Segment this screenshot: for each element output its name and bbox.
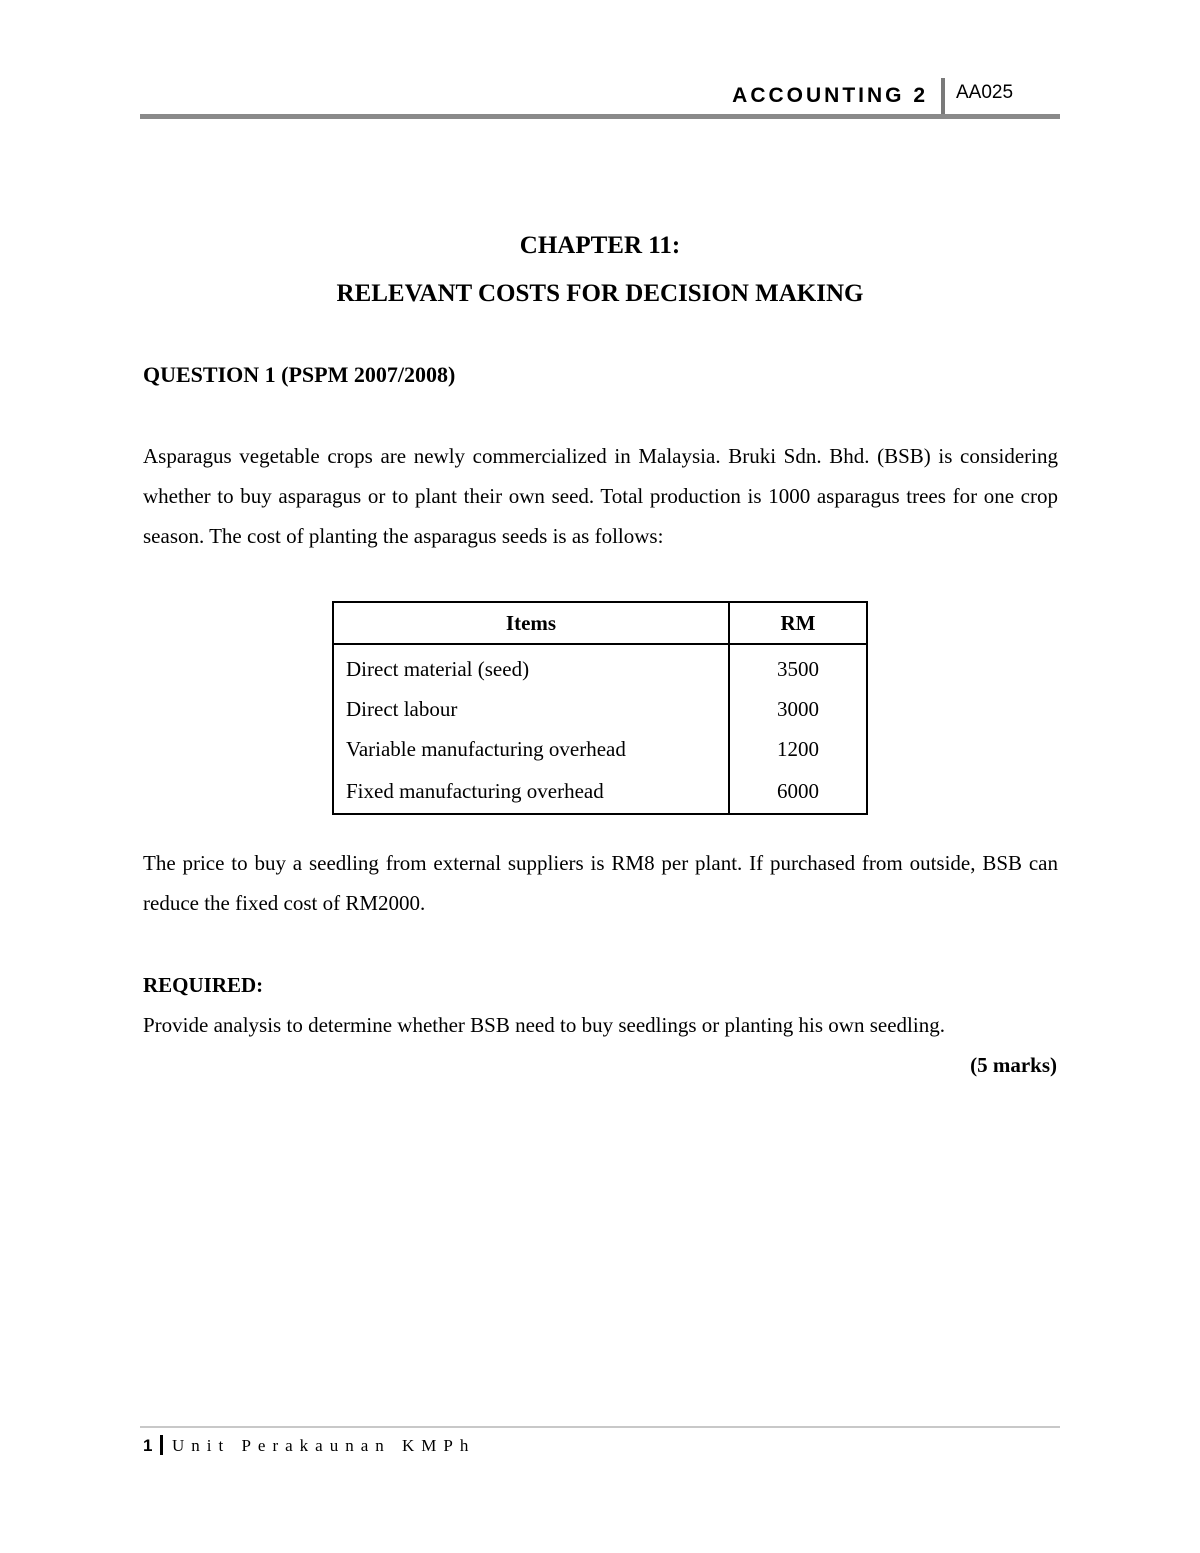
- header-separator: [941, 78, 945, 118]
- footer-separator: [160, 1435, 163, 1455]
- cost-value: 3000: [729, 689, 867, 729]
- cost-item: Fixed manufacturing overhead: [333, 769, 729, 814]
- table-row: [333, 644, 867, 689]
- cost-table-header-row: [333, 602, 867, 644]
- table-row: [333, 769, 867, 814]
- cost-item: Direct material (seed): [333, 644, 729, 689]
- header-course-title: ACCOUNTING 2: [732, 84, 928, 107]
- footer-unit-name: Unit Perakaunan KMPh: [172, 1436, 476, 1455]
- chapter-number: CHAPTER 11:: [519, 232, 681, 259]
- header-course-code: AA025: [956, 82, 1014, 103]
- question-follow-up: The price to buy a seedling from external suppliers is RM8 per plant. If purchased from outside, BSB can reduce the fixed cost of RM2000.: [143, 851, 1058, 915]
- header-rule: [140, 114, 1060, 119]
- marks: (5 marks): [970, 1053, 1057, 1077]
- question-title: QUESTION 1 (PSPM 2007/2008): [143, 362, 456, 387]
- table-row: [333, 729, 867, 769]
- required-title: REQUIRED:: [143, 973, 264, 997]
- question-intro: Asparagus vegetable crops are newly commercialized in Malaysia. Bruki Sdn. Bhd. (BSB) is considering whether to buy asparagus or to plant their own seed. Total production is 1000 asparagus trees for one crop season. The cost of planting the asparagus seeds is as follows:: [143, 444, 1058, 548]
- cost-value: 1200: [729, 729, 867, 769]
- chapter-name: RELEVANT COSTS FOR DECISION MAKING: [336, 280, 864, 307]
- footer-page-number: 1: [143, 1436, 153, 1455]
- cost-item: Direct labour: [333, 689, 729, 729]
- required-text: Provide analysis to determine whether BSB need to buy seedlings or planting his own seedling.: [143, 1013, 945, 1037]
- table-row: [333, 689, 867, 729]
- cost-table: [332, 601, 868, 815]
- cost-value: 6000: [729, 769, 867, 814]
- chapter-title: [140, 222, 1060, 318]
- cost-item: Variable manufacturing overhead: [333, 729, 729, 769]
- cost-table-header-rm: RM: [729, 602, 867, 644]
- cost-value: 3500: [729, 644, 867, 689]
- footer-rule: [140, 1426, 1060, 1428]
- cost-table-header-items: Items: [333, 602, 729, 644]
